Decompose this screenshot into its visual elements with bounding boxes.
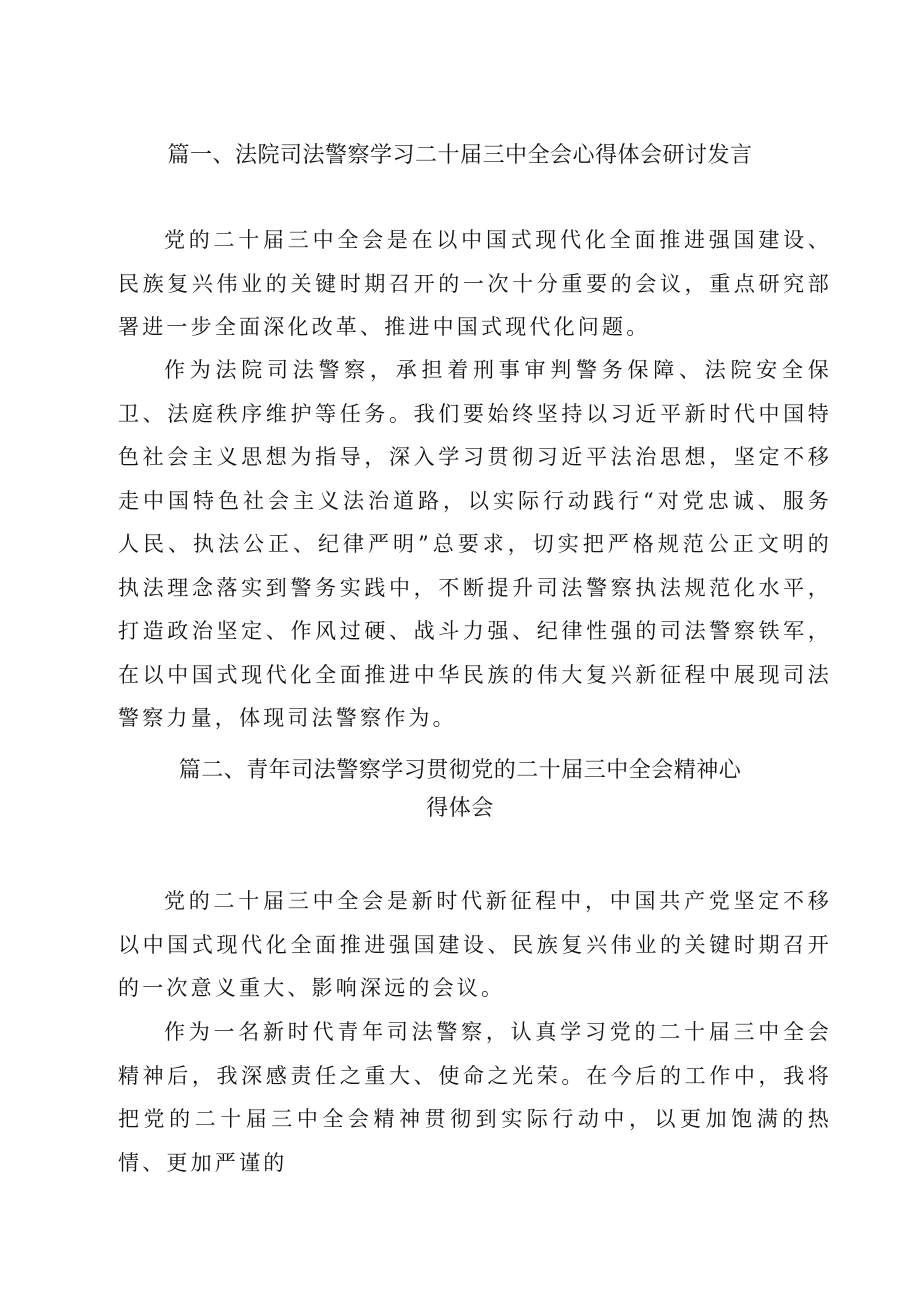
section2-paragraph-1: 党的二十届三中全会是新时代新征程中，中国共产党坚定不移以中国式现代化全面推进强国建设、民族复兴伟业的关键时期召开的一次意义重大、影响深远的会议。 bbox=[118, 889, 832, 1000]
section2-paragraph-2: 作为一名新时代青年司法警察，认真学习党的二十届三中全会精神后，我深感责任之重大、使命之光荣。在今后的工作中，我将把党的二十届三中全会精神贯彻到实际行动中，以更加饱满的热情、更加严谨的 bbox=[118, 1020, 832, 1175]
section1-paragraph-2: 作为法院司法警察，承担着刑事审判警务保障、法院安全保卫、法庭秩序维护等任务。我们要始终坚持以习近平新时代中国特色社会主义思想为指导，深入学习贯彻习近平法治思想，坚定不移走中国特色社会主义法治道路，以实际行动践行“对党忠诚、服务人民、执法公正、纪律严明”总要求，切实把严格规范公正文明的执法理念落实到警务实践中，不断提升司法警察执法规范化水平，打造政治坚定、作风过硬、战斗力强、纪律性强的司法警察铁军，在以中国式现代化全面推进中华民族的伟大复兴新征程中展现司法警察力量，体现司法警察作为。 bbox=[118, 358, 832, 730]
section2-title-line-2: 得体会 bbox=[426, 796, 494, 821]
section2-title bbox=[0, 752, 920, 828]
section1-paragraph-1: 党的二十届三中全会是在以中国式现代化全面推进强国建设、民族复兴伟业的关键时期召开的一次十分重要的会议，重点研究部署进一步全面深化改革、推进中国式现代化问题。 bbox=[118, 228, 832, 339]
section2-title-line-1: 篇二、青年司法警察学习贯彻党的二十届三中全会精神心 bbox=[178, 758, 742, 783]
section1-title: 篇一、法院司法警察学习二十届三中全会心得体会研讨发言 bbox=[167, 143, 753, 168]
